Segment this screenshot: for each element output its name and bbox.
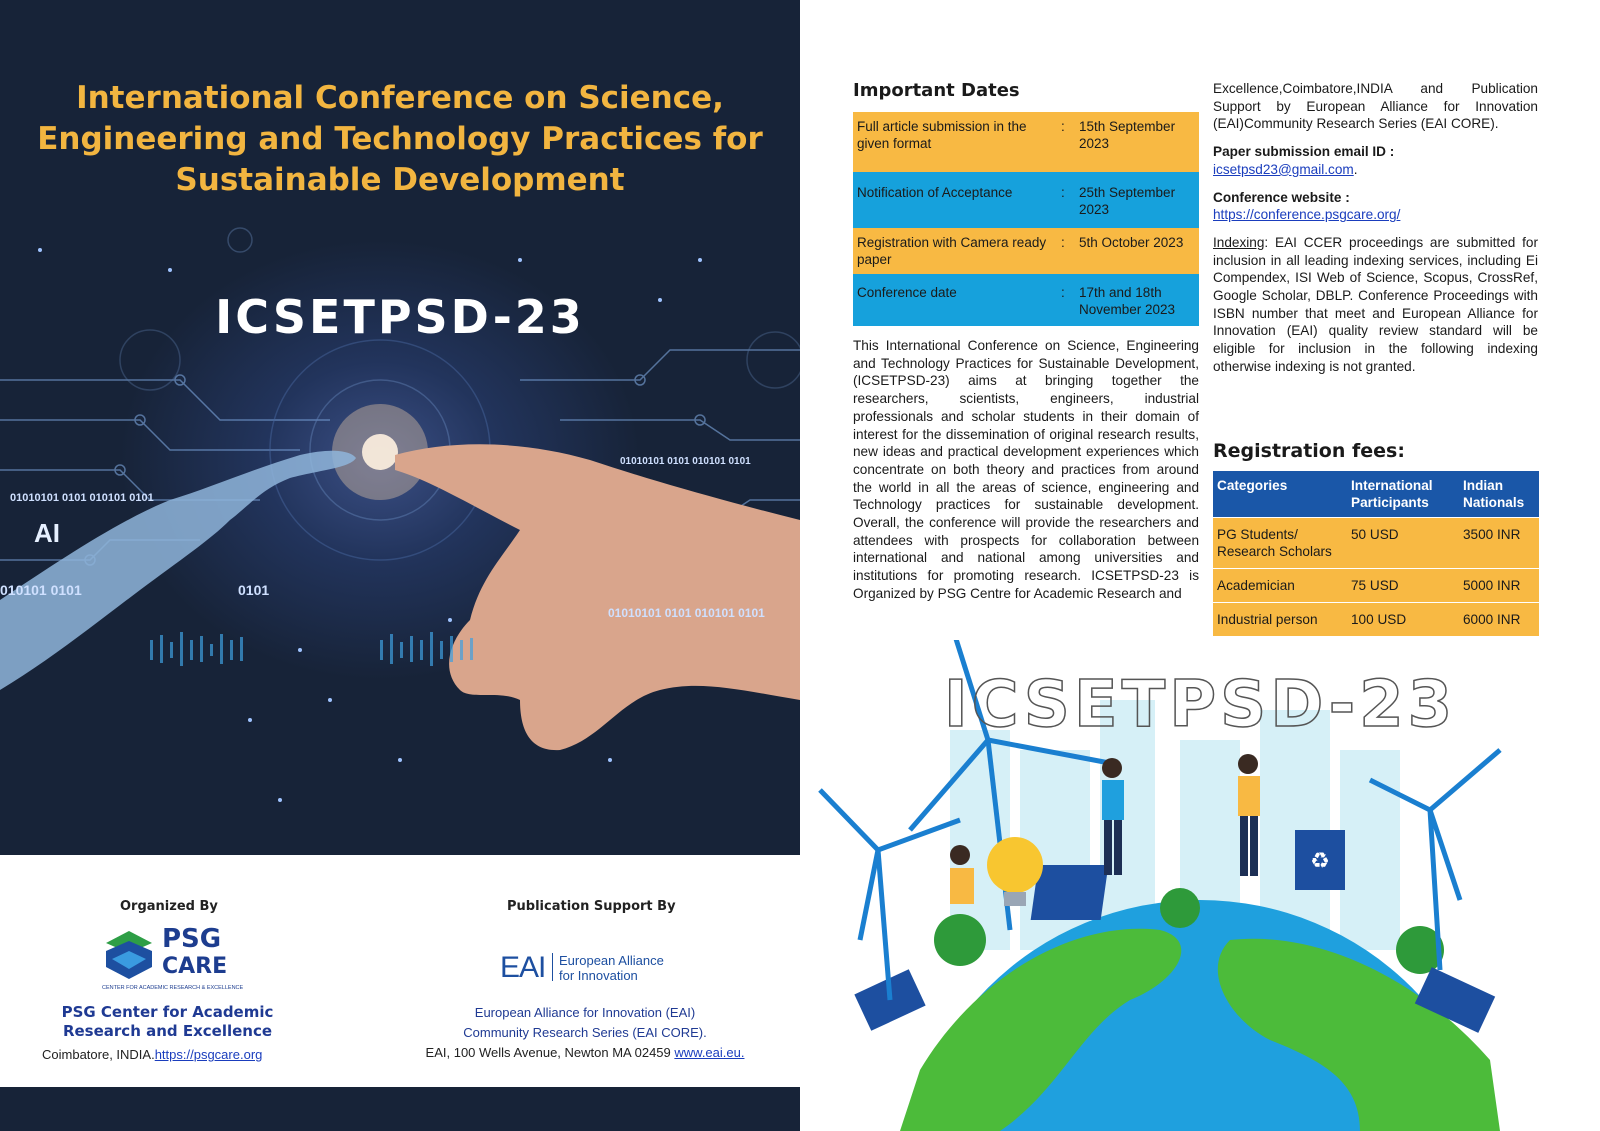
fees-cell: 100 USD [1347, 603, 1459, 637]
organizer-name: PSG Center for Academic Research and Excellence [61, 1003, 274, 1040]
colon: : [1061, 274, 1075, 326]
fees-header: Categories [1213, 471, 1347, 518]
logo-caption: CENTER FOR ACADEMIC RESEARCH & EXCELLENCE [102, 985, 244, 991]
publisher-address: EAI, 100 Wells Avenue, Newton MA 02459 [425, 1045, 675, 1060]
recycle-icon: ♻ [1310, 848, 1330, 873]
bottom-strip [0, 1087, 800, 1131]
acronym-outline [800, 668, 1600, 742]
info-column [1213, 80, 1538, 386]
submission-email-link[interactable]: icsetpsd23@gmail.com [1213, 161, 1354, 177]
colon: : [1061, 228, 1075, 274]
hero-image [0, 0, 800, 855]
light-bulb [987, 837, 1043, 893]
psgcare-link[interactable]: https://psgcare.org [154, 1047, 263, 1062]
fees-cell: 50 USD [1347, 518, 1459, 569]
eai-logo-name-2: for Innovation [559, 968, 638, 983]
registration-fees-title: Registration fees: [1213, 440, 1405, 462]
colon: : [1061, 172, 1075, 228]
eai-link[interactable]: www.eai.eu. [674, 1045, 745, 1060]
fees-header-row [1213, 471, 1539, 518]
indexing-label: Indexing [1213, 234, 1265, 250]
colon: : [1061, 112, 1075, 172]
psg-care-logo [102, 925, 242, 993]
robot-hand [0, 451, 356, 690]
binary-text: 01010101 0101 010101 0101 [620, 456, 751, 467]
publisher-line-1: European Alliance for Innovation (EAI) [474, 1005, 696, 1020]
publisher-details [390, 1003, 780, 1063]
conference-title: International Conference on Science, Engineering and Technology Practices for Sustainable Development [37, 80, 763, 198]
publication-support-heading: Publication Support By [507, 899, 676, 914]
important-dates-table [853, 112, 1199, 326]
date-value: 17th and 18th November 2023 [1075, 274, 1199, 326]
about-text-continued: Excellence,Coimbatore,INDIA and Publication Support by European Alliance for Innovation (EAI)Community Research Series (EAI CORE). [1213, 81, 1538, 132]
fees-cell: 75 USD [1347, 569, 1459, 603]
date-value: 25th September 2023 [1075, 172, 1199, 228]
date-event: Notification of Acceptance [853, 172, 1061, 228]
date-value: 5th October 2023 [1075, 228, 1199, 274]
about-text: This International Conference on Science, Engineering and Technology Practices for Sustainable Development, (ICSETPSD-23) aims at bringing together the researchers, scientists, engineers, industrial professionals and scholar students in their domain of interest for the dissemination of original research results, new ideas and practical development experiences which concentrate on both theory and practices from around the world in all the areas of science, engineering and Technology practices for sustainable development. Overall, the conference will provide the researchers and attendees with prospects for collaboration between international and national among universities and institutions for promoting research. ICSETPSD-23 is Organized by PSG Centre for Academic Research and [853, 338, 1199, 601]
organizer-location: Coimbatore, INDIA. [42, 1047, 155, 1062]
submission-suffix: . [1353, 161, 1358, 177]
important-dates-title: Important Dates [853, 80, 1020, 101]
organized-by-heading: Organized By [120, 899, 218, 914]
details-panel [800, 0, 1600, 1131]
submission-info [1213, 143, 1538, 178]
eai-logo [500, 951, 670, 991]
glow-core [362, 434, 398, 470]
fees-cell: PG Students/ Research Scholars [1213, 518, 1347, 569]
fees-cell: Industrial person [1213, 603, 1347, 637]
waveform [150, 632, 473, 666]
fees-cell: 5000 INR [1459, 569, 1539, 603]
logo-text-care: CARE [162, 954, 228, 979]
fees-row [1213, 603, 1539, 637]
outline-acronym-text: ICSETPSD-23 [943, 668, 1457, 742]
footer [0, 855, 800, 1087]
indexing-info [1213, 234, 1538, 376]
publisher-address-line [390, 1043, 780, 1063]
indexing-text: : EAI CCER proceedings are submitted for inclusion in all leading indexing services, including Ei Compendex, ISI Web of Science, Scopus, CrossRef, Google Scholar, DBLP. Conference Proceedings with ISBN number that meet and European Alliance for Innovation (EAI) quality review standard will be eligible for inclusion in the following indexing otherwise indexing is not granted. [1213, 234, 1538, 374]
ai-label: AI [34, 518, 60, 548]
eai-logo-abbr: EAI [500, 951, 546, 984]
submission-label: Paper submission email ID : [1213, 144, 1395, 160]
conference-acronym: ICSETPSD-23 [215, 290, 585, 344]
date-event: Conference date [853, 274, 1061, 326]
fees-cell: 6000 INR [1459, 603, 1539, 637]
fees-row [1213, 518, 1539, 569]
logo-text-psg: PSG [162, 924, 222, 954]
fees-row [1213, 569, 1539, 603]
dates-row [853, 274, 1199, 326]
eai-logo-name-1: European Alliance [559, 953, 664, 968]
fees-header: Indian Nationals [1459, 471, 1539, 518]
registration-fees-table [1213, 471, 1539, 636]
dates-row [853, 112, 1199, 172]
date-event: Registration with Camera ready paper [853, 228, 1061, 274]
psg-logo-icon [102, 927, 156, 983]
organizer-address [42, 1047, 262, 1062]
date-value: 15th September 2023 [1075, 112, 1199, 172]
eai-logo-divider [552, 953, 553, 981]
binary-text: 01010101 0101 010101 0101 [608, 606, 765, 620]
dates-row [853, 172, 1199, 228]
binary-text: 01010101 0101 010101 0101 [10, 492, 154, 504]
light-bulb-base [1004, 892, 1026, 906]
human-hand [395, 444, 800, 750]
fees-cell: 3500 INR [1459, 518, 1539, 569]
dates-row [853, 228, 1199, 274]
date-event: Full article submission in the given format [853, 112, 1061, 172]
binary-text: 0101 [238, 582, 270, 598]
publisher-line-2: Community Research Series (EAI CORE). [463, 1025, 707, 1040]
fees-cell: Academician [1213, 569, 1347, 603]
conference-website-link[interactable]: https://conference.psgcare.org/ [1213, 207, 1401, 223]
fees-header: International Participants [1347, 471, 1459, 518]
website-info [1213, 189, 1538, 224]
submission-email-line [1213, 161, 1538, 179]
website-label: Conference website : [1213, 189, 1350, 205]
binary-text: 010101 0101 [0, 582, 82, 598]
